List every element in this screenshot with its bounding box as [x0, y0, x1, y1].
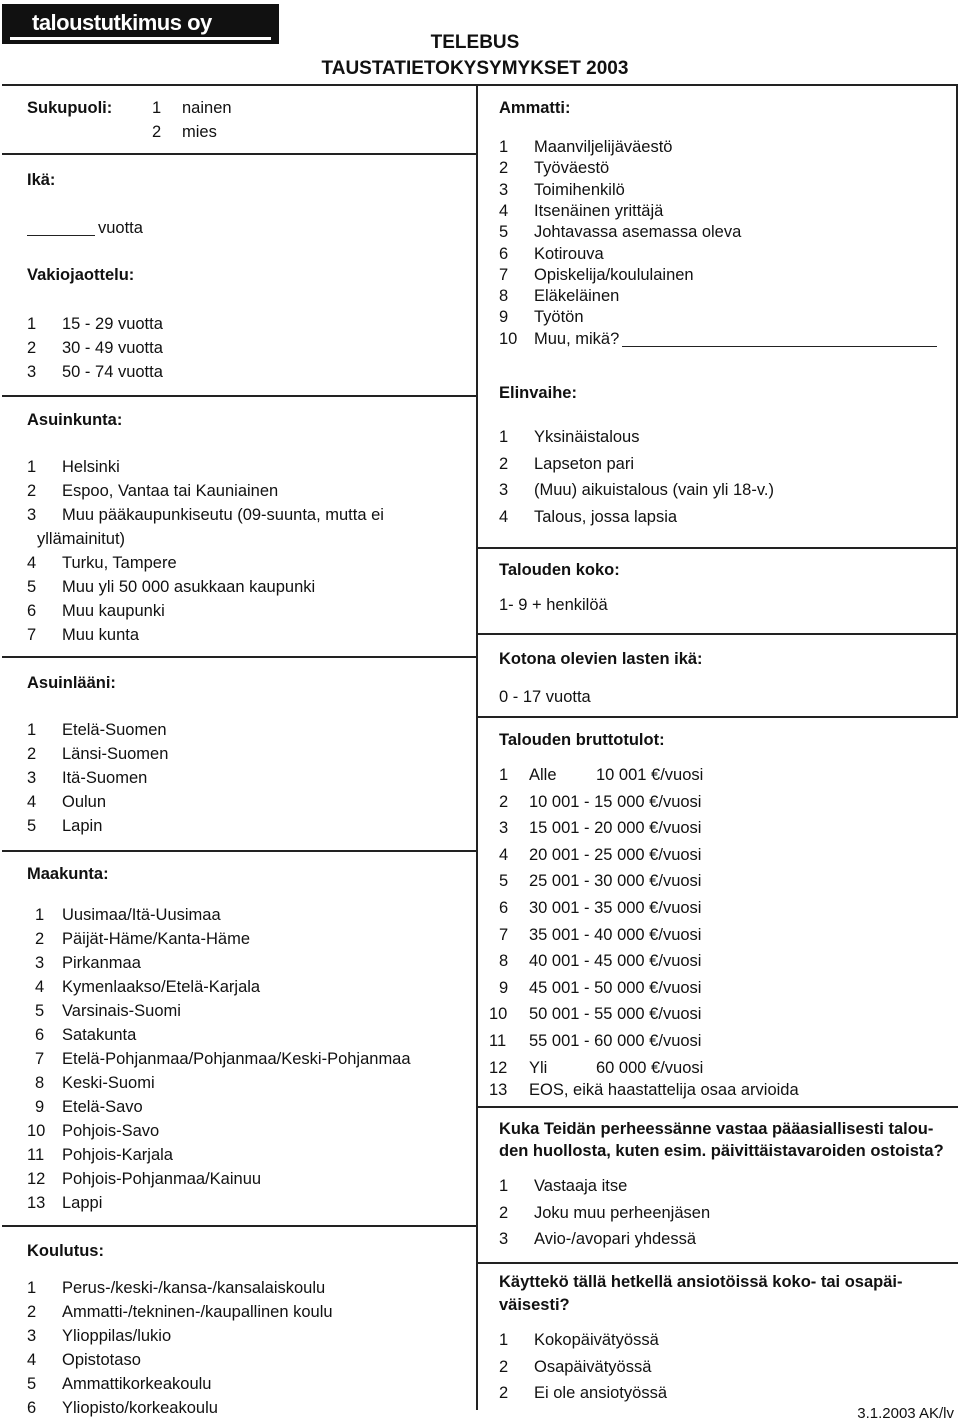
province-option: Itä-Suomen: [62, 769, 148, 787]
region-option: Pohjois-Karjala: [62, 1146, 173, 1164]
income-number: 8: [499, 952, 509, 971]
region-option: Uusimaa/Itä-Uusimaa: [62, 906, 221, 924]
income-option: 50 001 - 55 000 €/vuosi: [529, 1005, 702, 1024]
province-number: 2: [27, 745, 37, 763]
region-option: Etelä-Savo: [62, 1098, 143, 1116]
occupation-number: 10: [499, 329, 518, 348]
section-divider: [477, 633, 958, 635]
shopper-question-cont: den huollosta, kuten esim. päivittäistavaroiden ostoista?: [499, 1142, 944, 1160]
municipality-number: 2: [27, 482, 37, 500]
employment-number: 2: [499, 1357, 509, 1376]
municipality-option: Muu kaupunki: [62, 602, 165, 620]
age-group-option: 30 - 49 vuotta: [62, 339, 163, 357]
age-group-number: 3: [27, 363, 37, 381]
municipality-number: 4: [27, 554, 37, 572]
education-number: 2: [27, 1303, 37, 1321]
occupation-option: Kotirouva: [534, 244, 604, 263]
region-number: 7: [35, 1050, 45, 1068]
gender-option: nainen: [182, 99, 232, 117]
lifestage-number: 1: [499, 428, 509, 446]
municipality-option: Helsinki: [62, 458, 120, 476]
shopper-number: 2: [499, 1203, 509, 1222]
income-number: 11: [489, 1032, 507, 1050]
occupation-number: 7: [499, 265, 509, 284]
footer-code: 3.1.2003 AK/lv: [857, 1405, 954, 1422]
household-size-value: 1- 9 + henkilöä: [499, 596, 608, 614]
region-number: 1: [35, 906, 45, 924]
employment-option: Ei ole ansiotyössä: [534, 1384, 667, 1402]
company-logo: [2, 4, 279, 44]
province-option: Länsi-Suomen: [62, 745, 169, 763]
occupation-option: Maanviljelijäväestö: [534, 138, 673, 156]
income-number: 9: [499, 978, 509, 997]
income-option: EOS, eikä haastattelija osaa arvioida: [529, 1081, 799, 1100]
occupation-option: Muu, mikä?: [534, 329, 620, 348]
occupation-number: 6: [499, 244, 509, 263]
income-heading: Talouden bruttotulot:: [499, 731, 665, 749]
province-option: Oulun: [62, 793, 107, 811]
province-number: 3: [27, 769, 37, 787]
occupation-option: Eläkeläinen: [534, 287, 620, 306]
section-divider: [2, 850, 478, 852]
occupation-option: Opiskelija/koululainen: [534, 265, 694, 284]
page-subtitle: TAUSTATIETOKYSYMYKSET 2003: [321, 58, 629, 79]
age-group-number: 2: [27, 339, 37, 357]
municipality-option: Turku, Tampere: [62, 554, 177, 572]
occupation-option: Toimihenkilö: [534, 180, 625, 199]
age-unit: vuotta: [98, 219, 143, 237]
education-number: 5: [27, 1375, 37, 1393]
education-option: Yliopisto/korkeakoulu: [62, 1399, 218, 1417]
occupation-number: 4: [499, 201, 509, 220]
education-option: Ammattikorkeakoulu: [62, 1375, 212, 1393]
region-option: Keski-Suomi: [62, 1074, 155, 1092]
income-option: 30 001 - 35 000 €/vuosi: [529, 899, 702, 917]
income-option: 55 001 - 60 000 €/vuosi: [529, 1032, 702, 1050]
gender-heading: Sukupuoli:: [27, 99, 113, 117]
income-number: 12: [489, 1058, 508, 1077]
employment-question: Käyttekö tällä hetkellä ansiotöissä koko- tai osapäi-: [499, 1273, 903, 1291]
occupation-heading: Ammatti:: [499, 99, 571, 117]
municipality-number: 3: [27, 506, 37, 524]
occupation-number: 8: [499, 287, 509, 306]
income-option: Yli: [529, 1058, 548, 1077]
lifestage-number: 3: [499, 481, 509, 500]
occupation-option: Työväestö: [534, 159, 610, 178]
children-age-value: 0 - 17 vuotta: [499, 688, 591, 706]
income-option: 35 001 - 40 000 €/vuosi: [529, 925, 702, 944]
region-option: Etelä-Pohjanmaa/Pohjanmaa/Keski-Pohjanmaa: [62, 1050, 411, 1068]
occupation-number: 2: [499, 159, 509, 178]
occupation-number: 3: [499, 180, 509, 199]
region-option: Kymenlaakso/Etelä-Karjala: [62, 978, 261, 996]
region-number: 6: [35, 1026, 45, 1044]
age-group-heading: Vakiojaottelu:: [27, 266, 135, 284]
income-option: 20 001 - 25 000 €/vuosi: [529, 845, 702, 864]
income-option-value: 10 001 €/vuosi: [596, 766, 704, 784]
municipality-option: Muu yli 50 000 asukkaan kaupunki: [62, 578, 316, 596]
region-option: Päijät-Häme/Kanta-Häme: [62, 930, 250, 948]
region-number: 8: [35, 1074, 45, 1092]
lifestage-option: (Muu) aikuistalous (vain yli 18-v.): [534, 481, 774, 500]
region-option: Pohjois-Savo: [62, 1122, 160, 1140]
gender-number: 1: [152, 99, 162, 117]
region-option: Pirkanmaa: [62, 954, 141, 972]
region-number: 13: [27, 1194, 46, 1212]
income-option: 15 001 - 20 000 €/vuosi: [529, 819, 702, 838]
municipality-option: Muu pääkaupunkiseutu (09-suunta, mutta ei: [62, 506, 384, 524]
section-divider: [477, 716, 958, 718]
province-option: Etelä-Suomen: [62, 721, 167, 739]
province-heading: Asuinlääni:: [27, 674, 116, 692]
income-number: 2: [499, 792, 509, 811]
income-option: 40 001 - 45 000 €/vuosi: [529, 952, 702, 971]
province-number: 5: [27, 817, 37, 835]
income-option: 10 001 - 15 000 €/vuosi: [529, 792, 702, 811]
region-number: 11: [27, 1146, 45, 1164]
income-number: 3: [499, 819, 509, 838]
lifestage-option: Yksinäistalous: [534, 428, 640, 446]
section-divider: [477, 1262, 958, 1264]
region-number: 5: [35, 1002, 45, 1020]
household-size-heading: Talouden koko:: [499, 561, 620, 579]
income-number: 13: [489, 1081, 508, 1100]
municipality-option: Espoo, Vantaa tai Kauniainen: [62, 482, 279, 500]
shopper-option: Joku muu perheenjäsen: [534, 1203, 711, 1222]
region-number: 3: [35, 954, 45, 972]
occupation-number: 9: [499, 308, 509, 327]
age-group-number: 1: [27, 315, 37, 333]
income-number: 10: [489, 1005, 508, 1024]
lifestage-option: Talous, jossa lapsia: [534, 508, 678, 527]
region-number: 2: [35, 930, 45, 948]
province-number: 4: [27, 793, 37, 811]
region-option: Satakunta: [62, 1026, 137, 1044]
children-age-heading: Kotona olevien lasten ikä:: [499, 650, 703, 668]
employment-option: Kokopäivätyössä: [534, 1331, 659, 1349]
section-divider: [2, 395, 478, 397]
region-number: 4: [35, 978, 45, 996]
lifestage-heading: Elinvaihe:: [499, 384, 577, 402]
employment-option: Osapäivätyössä: [534, 1357, 652, 1376]
education-option: Ammatti-/tekninen-/kaupallinen koulu: [62, 1303, 333, 1321]
income-number: 1: [499, 766, 509, 784]
occupation-number: 5: [499, 223, 509, 242]
income-number: 7: [499, 925, 509, 944]
right-border: [956, 84, 958, 716]
section-divider: [2, 153, 478, 155]
section-divider: [2, 656, 478, 658]
employment-number: 1: [499, 1331, 509, 1349]
income-option: Alle: [529, 766, 557, 784]
income-number: 6: [499, 899, 509, 917]
municipality-heading: Asuinkunta:: [27, 411, 123, 429]
section-divider: [2, 1225, 478, 1227]
section-divider: [477, 1106, 958, 1108]
education-number: 6: [27, 1399, 37, 1417]
municipality-number: 7: [27, 626, 37, 644]
occupation-option: Itsenäinen yrittäjä: [534, 201, 664, 220]
municipality-option: Muu kunta: [62, 626, 140, 644]
page-title: TELEBUS: [430, 32, 520, 53]
logo-text: taloustutkimus oy: [32, 10, 212, 35]
lifestage-number: 4: [499, 508, 509, 527]
region-number: 10: [27, 1122, 46, 1140]
income-option-value: 60 000 €/vuosi: [596, 1058, 704, 1077]
municipality-number: 1: [27, 458, 37, 476]
region-option: Lappi: [62, 1194, 103, 1212]
region-option: Pohjois-Pohjanmaa/Kainuu: [62, 1170, 262, 1188]
age-group-option: 50 - 74 vuotta: [62, 363, 163, 381]
education-option: Perus-/keski-/kansa-/kansalaiskoulu: [62, 1279, 326, 1297]
education-number: 1: [27, 1279, 37, 1297]
lifestage-number: 2: [499, 454, 509, 473]
region-heading: Maakunta:: [27, 865, 109, 883]
age-heading: Ikä:: [27, 171, 56, 189]
region-number: 9: [35, 1098, 45, 1116]
education-option: Ylioppilas/lukio: [62, 1327, 172, 1345]
education-number: 4: [27, 1351, 37, 1369]
occupation-other-input-line[interactable]: [622, 346, 937, 347]
age-input-line[interactable]: [27, 235, 95, 236]
center-divider: [476, 84, 478, 1410]
education-heading: Koulutus:: [27, 1242, 104, 1260]
income-number: 5: [499, 872, 509, 891]
occupation-option: Työtön: [534, 308, 584, 327]
age-group-option: 15 - 29 vuotta: [62, 315, 163, 333]
region-option: Varsinais-Suomi: [62, 1002, 181, 1020]
lifestage-option: Lapseton pari: [534, 454, 634, 473]
income-option: 25 001 - 30 000 €/vuosi: [529, 872, 702, 891]
income-number: 4: [499, 845, 509, 864]
logo-underline: [10, 37, 271, 40]
employment-number: 2: [499, 1384, 509, 1402]
education-number: 3: [27, 1327, 37, 1345]
shopper-option: Avio-/avopari yhdessä: [534, 1230, 697, 1248]
gender-option: mies: [182, 123, 217, 141]
top-border: [2, 84, 958, 86]
shopper-option: Vastaaja itse: [534, 1177, 628, 1195]
occupation-number: 1: [499, 138, 509, 156]
municipality-number: 6: [27, 602, 37, 620]
shopper-number: 1: [499, 1177, 509, 1195]
province-option: Lapin: [62, 817, 103, 835]
occupation-option: Johtavassa asemassa oleva: [534, 223, 742, 242]
municipality-number: 5: [27, 578, 37, 596]
employment-question-cont: väisesti?: [499, 1296, 570, 1314]
section-divider: [477, 547, 958, 549]
education-option: Opistotaso: [62, 1351, 141, 1369]
municipality-option: yllämainitut): [37, 530, 126, 548]
shopper-question: Kuka Teidän perheessänne vastaa pääasiallisesti talou-: [499, 1120, 934, 1138]
income-option: 45 001 - 50 000 €/vuosi: [529, 978, 702, 997]
province-number: 1: [27, 721, 37, 739]
region-number: 12: [27, 1170, 46, 1188]
gender-number: 2: [152, 123, 162, 141]
shopper-number: 3: [499, 1230, 509, 1248]
